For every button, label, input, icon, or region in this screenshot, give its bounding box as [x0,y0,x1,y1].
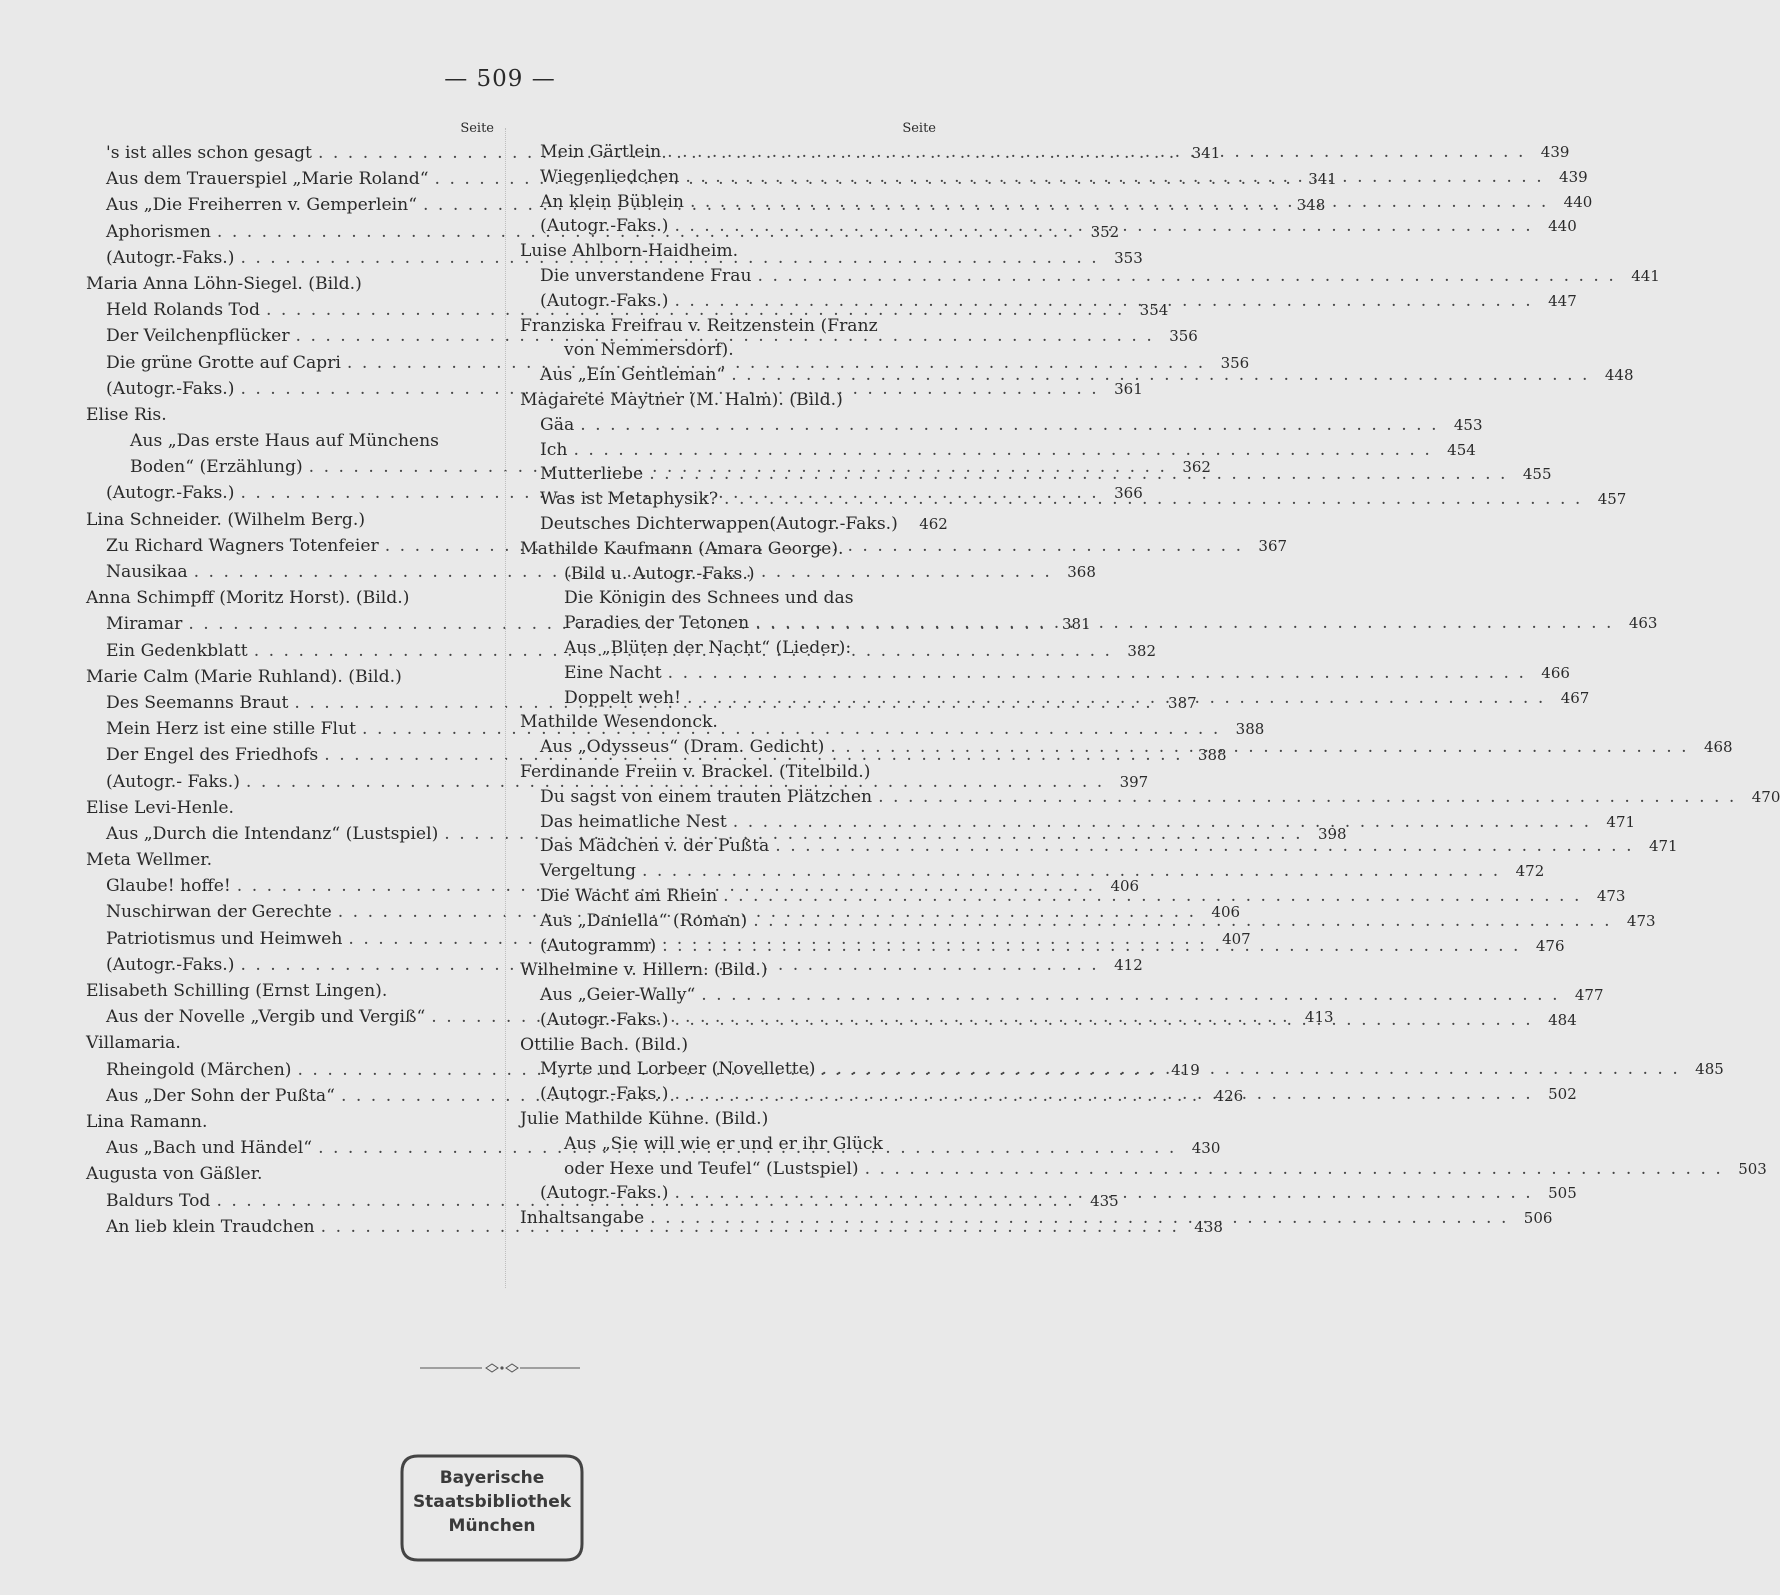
entry-page-number: 438 [1194,1217,1223,1236]
entry-page-number: 397 [1119,772,1149,791]
entry-page-number: 419 [1171,1060,1200,1079]
entry-page-number: 356 [1169,327,1198,346]
ornament-divider [420,1362,580,1374]
toc-entry [520,1157,1767,1182]
entry-title: Aus dem Trauerspiel „Marie Roland“ [106,169,429,190]
entry-title: Aus „Geier-Wally“ [540,985,696,1006]
entry-title: (Autogr.-Faks.) [540,216,669,237]
toc-entry [520,438,1476,463]
toc-entry [520,661,1570,686]
entry-page-number: 463 [1628,614,1658,633]
entry-page-number: 341 [1308,170,1337,189]
entry-page-number: 368 [1067,563,1096,581]
entry-page-number: 440 [1563,192,1593,211]
entry-title: Aphorismen [106,221,211,242]
entry-title: Nausikaa [106,562,188,582]
entry-title: Mutterliebe [540,464,644,485]
author-heading: Maria Anna Löhn-Siegel. (Bild.) [86,273,362,294]
entry-title: Mein Herz ist eine stille Flut [106,719,357,740]
entry-page-number: 354 [1139,301,1169,320]
entry-title: Held Rolands Tod [106,300,260,321]
entry-page-number: 506 [1523,1209,1553,1228]
entry-title: (Autogr.-Faks.) [106,954,235,975]
entry-title: Nuschirwan der Gerechte [106,902,332,923]
entry-page-number: 503 [1738,1159,1767,1178]
entry-title: Miramar [106,614,183,635]
entry-title: (Autogr.-Faks.) [106,378,235,399]
author-heading: Elise Ris. [86,404,167,425]
author-heading: Lina Schneider. (Wilhelm Berg.) [86,509,366,530]
entry-continuation: Aus „Sie will wie er und er ihr Glück [564,1133,883,1154]
page-number: — 509 — [444,66,556,92]
leader-dots [674,1082,1532,1107]
entry-title: Aus „Odysseus“ (Dram. Gedicht) [540,737,825,758]
entry-page-number: 472 [1515,862,1545,881]
entry-title: Boden“ (Erzählung) [130,457,303,478]
leader-dots [642,859,1500,884]
entry-title: (Autogr.-Faks.) [106,247,235,268]
entry-page-number: 484 [1548,1010,1577,1029]
entry-title: (Autogr.- Faks.) [106,771,240,792]
leader-dots [865,1157,1723,1182]
entry-title: Rheingold (Märchen) [106,1059,292,1080]
author-heading: Luise Ahlborn-Haidheim. [520,241,739,262]
entry-title: Ich [540,439,568,460]
entry-page-number: 439 [1559,167,1588,186]
entry-page-number: 388 [1197,746,1227,765]
author-heading: Marie Calm (Marie Ruhland). (Bild.) [86,666,402,687]
entry-title: Aus „Bach und Händel“ [106,1138,313,1159]
entry-page-number: 439 [1540,143,1570,161]
toc-entry [520,834,1678,859]
entry-page-number: 476 [1535,936,1565,955]
author-heading: Ferdinande Freiin v. Brackel. (Titelbild.) [520,761,871,782]
entry-page-number: 502 [1548,1085,1577,1104]
entry-page-number: 367 [1258,536,1288,555]
entry-page-number: 413 [1304,1008,1334,1027]
entry-title: Eine Nacht [564,662,662,683]
toc-entry [520,413,1483,438]
page-column-label: Seite [902,121,936,136]
stamp-line: Bayerische [439,1468,545,1488]
entry-title: Patriotismus und Heimweh [106,928,343,949]
toc-entry [520,983,1604,1008]
entry-page-number: 353 [1114,248,1143,267]
entry-page-number: 485 [1695,1060,1724,1079]
leader-dots [701,983,1559,1008]
entry-title: Aus „Daniella“ (Roman) [540,910,748,931]
leader-dots [822,1057,1680,1082]
entry-title: Du sagst von einem trauten Plätzchen [540,786,873,807]
toc-entry [520,264,1660,289]
entry-page-number: 430 [1191,1139,1221,1158]
entry-title: Wiegenliedchen [540,166,680,187]
entry-page-number: 471 [1606,812,1636,831]
author-heading: Wilhelmine v. Hillern. (Bild.) [520,960,768,981]
leader-dots [674,214,1532,239]
entry-page-number: 406 [1110,877,1140,896]
entry-page-number: 361 [1114,379,1143,398]
entry-page-number: 466 [1541,663,1570,682]
entry-title: Inhaltsangabe [520,1208,645,1229]
author-heading: Anna Schimpff (Moritz Horst). (Bild.) [86,588,410,609]
entry-page-number: 471 [1648,837,1678,856]
entry-title: (Autogr.-Faks.) [540,1183,669,1204]
entry-title: (Autogr.-Faks.) [540,1084,669,1105]
leader-dots [723,884,1581,909]
entry-title: Die Wacht am Rhein [540,885,718,906]
entry-title: Glaube! hoffe! [106,876,231,897]
entry-page-number: 457 [1597,490,1627,509]
leader-dots [731,363,1589,388]
entry-title: Paradies der Tetonen [564,613,750,634]
library-stamp [398,1452,586,1564]
author-heading: Elisabeth Schilling (Ernst Lingen). [86,981,388,1001]
entry-continuation: Die Königin des Schnees und das [564,588,854,609]
entry-page-number: 382 [1127,641,1156,660]
column-divider [505,128,506,1288]
author-heading: Elise Levi-Henle. [86,797,234,818]
leader-dots [753,909,1611,934]
author-heading: Mathilde Kaufmann (Amara George). [520,538,844,559]
entry-page-number: 407 [1222,929,1251,948]
leader-dots [674,1008,1532,1033]
leader-dots [733,810,1591,835]
stamp-line: München [448,1516,536,1536]
toc-entry [520,785,1780,810]
entry-title: (Autogr.-Faks.) [106,483,235,504]
author-heading: Meta Wellmer. [86,850,213,871]
entry-page-number: 388 [1235,720,1265,739]
entry-page-number: 453 [1453,415,1483,434]
entry-title: Zu Richard Wagners Totenfeier [106,535,379,556]
entry-page-number: 356 [1220,353,1250,372]
author-heading: Magarete Maytner (M. Halm). (Bild.) [520,389,843,410]
entry-title: Vergeltung [540,861,636,882]
entry-page-number: 455 [1522,465,1552,484]
leader-dots [580,413,1438,438]
toc-entry [520,859,1545,884]
entry-title: Die grüne Grotte auf Capri [106,352,341,373]
entry-title: Mein Gärtlein [540,142,662,162]
entry-title: Aus „Ein Gentleman“ [540,365,726,386]
entry-title: Die unverstandene Frau [540,265,752,286]
entry-title: Das Mädchen v. der Pußta [540,836,770,857]
entry-page-number: 462 [919,514,948,533]
author-heading: Villamaria. [86,1033,181,1054]
leader-dots [724,487,1582,512]
entry-title: Aus „Durch die Intendanz“ (Lustspiel) [106,823,439,844]
entry-page-number: 441 [1631,266,1660,285]
leader-dots [667,140,1525,165]
entry-page-number: 426 [1214,1086,1244,1105]
leader-dots [674,289,1532,314]
author-heading: Franziska Freifrau v. Reitzenstein (Franz [520,315,878,336]
entry-title: An lieb klein Traudchen [106,1216,315,1237]
entry-title: Aus „Die Freiherren v. Gemperlein“ [106,195,417,216]
leader-dots [755,611,1613,636]
entry-continuation: (Bild u. Autogr.-Faks.) [564,563,755,584]
leader-dots [650,1206,1508,1231]
leader-dots [685,165,1543,190]
entry-title: (Autogramm) [540,935,657,956]
entry-continuation: Aus „Das erste Haus auf Münchens [130,431,439,452]
leader-dots [649,462,1507,487]
entry-page-number: 412 [1114,955,1143,974]
entry-title: Doppelt weh! [564,687,682,708]
entry-page-number: 398 [1317,824,1347,843]
leader-dots [690,190,1548,215]
entry-title: oder Hexe und Teufel“ (Lustspiel) [564,1158,859,1179]
entry-title: Myrte und Lorbeer (Novellette) [540,1059,816,1080]
entry-title: Aus „Der Sohn der Pußta“ [106,1085,335,1106]
entry-title: (Autogr.-Faks.) [540,1009,669,1030]
entry-page-number: 435 [1090,1191,1119,1210]
stamp-line: Staatsbibliothek [412,1492,572,1512]
leader-dots [574,438,1432,463]
leader-dots [878,785,1736,810]
leader-dots [662,934,1520,959]
author-heading: Ottilie Bach. (Bild.) [520,1034,689,1055]
entry-title: 's ist alles schon gesagt [106,143,312,163]
entry-continuation: Aus „Blüten der Nacht“ (Lieder): [564,637,852,658]
entry-title: Der Engel des Friedhofs [106,745,319,766]
entry-page-number: 473 [1626,911,1656,930]
entry-title: (Autogr.-Faks.) [540,290,669,311]
entry-page-number: 454 [1447,440,1476,459]
entry-page-number: 448 [1604,366,1634,385]
entry-title: Was ist Metaphysik? [540,489,719,510]
page-column-label: Seite [460,121,494,136]
toc-entry [520,363,1634,388]
entry-title: Der Veilchenpflücker [106,326,290,347]
entry-title: Gäa [540,414,575,435]
author-heading: Lina Ramann. [86,1111,208,1132]
entry-page-number: 467 [1560,688,1590,707]
leader-dots [674,1181,1532,1206]
entry-page-number: 440 [1548,217,1577,236]
entry-page-number: 352 [1090,222,1120,241]
leader-dots [687,686,1545,711]
entry-title: Des Seemanns Braut [106,692,289,713]
author-heading: Julie Mathilde Kühne. (Bild.) [520,1109,769,1130]
entry-page-number: 447 [1548,291,1577,310]
entry-title: Aus der Novelle „Vergib und Vergiß“ [106,1007,426,1028]
entry-title: Das heimatliche Nest [540,811,727,832]
leader-dots [830,735,1688,760]
entry-page-number: 366 [1114,484,1143,503]
entry-page-number: 362 [1182,458,1211,477]
leader-dots [758,264,1616,289]
entry-page-number: 348 [1296,196,1326,215]
toc-entry [520,512,948,537]
entry-title: An klein Büblein [540,191,684,212]
entry-page-number: 468 [1703,738,1733,757]
entry-title: Deutsches Dichterwappen(Autogr.-Faks.) [540,513,898,534]
entry-continuation: von Nemmersdorf). [564,340,734,361]
entry-page-number: 387 [1168,693,1197,712]
entry-title: Baldurs Tod [106,1190,211,1211]
entry-page-number: 473 [1596,886,1626,905]
leader-dots [668,661,1526,686]
entry-page-number: 341 [1191,144,1221,162]
entry-title: Ein Gedenkblatt [106,640,248,661]
entry-page-number: 381 [1061,615,1091,634]
leader-dots [775,834,1633,859]
author-heading: Mathilde Wesendonck. [520,712,718,733]
entry-page-number: 406 [1211,903,1241,922]
author-heading: Augusta von Gäßler. [86,1164,263,1185]
entry-page-number: 505 [1548,1184,1577,1203]
entry-page-number: 477 [1574,986,1604,1005]
entry-page-number: 470 [1751,787,1780,806]
